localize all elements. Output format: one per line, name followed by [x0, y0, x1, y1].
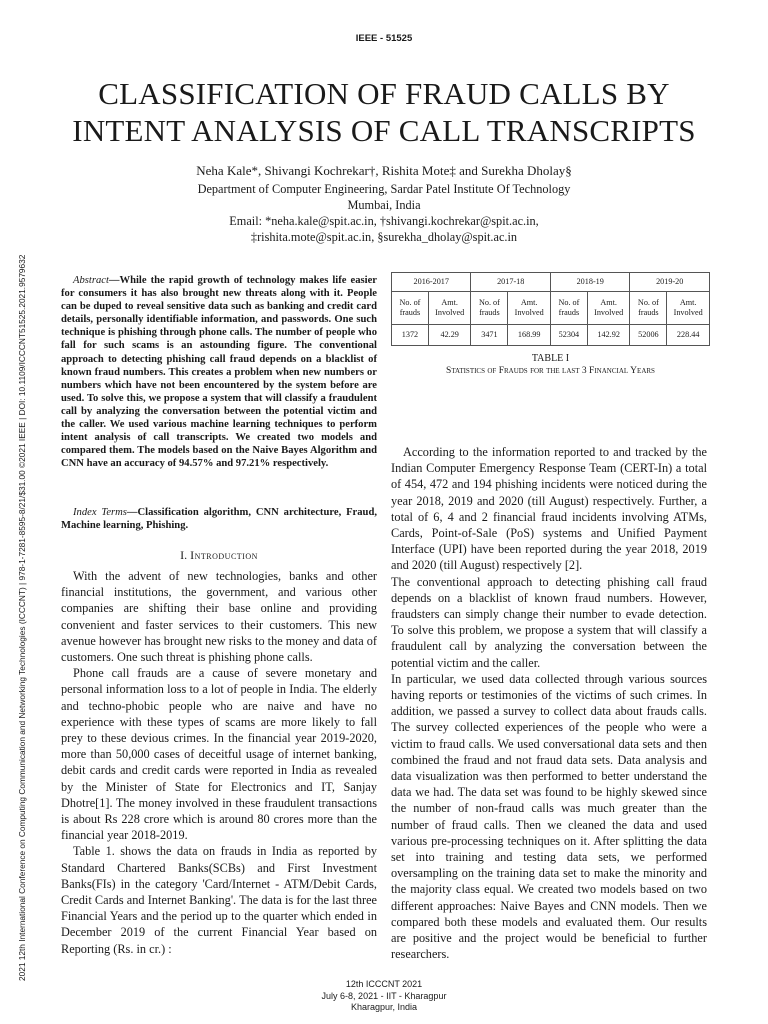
table-col-amount: Amt. Involved	[667, 292, 710, 325]
table-col-amount: Amt. Involved	[508, 292, 551, 325]
intro-paragraph: Table 1. shows the data on frauds in India as reported by Standard Chartered Banks(SCBs) and First Investment Banks(FIs) in the category 'Card/Internet - ATM/Debit Cards, Credit Cards and Internet Banking'. The data is for the last three Financial Years and the period up to the quarter which ended in December 2019 of the current Financial Year based on Reporting (Rs. in cr.) :	[61, 844, 377, 956]
table-year-header: 2019-20	[630, 273, 710, 292]
side-doi-text: 2021 12th International Conference on Computing Communication and Networking Technologies (ICCCNT) | 978-1-7281-8595-8/21/$31.00 ©2021 IEEE | DOI: 10.1109/ICCCNT51525.2021.9579632	[17, 254, 27, 981]
table-caption-title: Statistics of Frauds for the last 3 Financial Years	[446, 366, 655, 376]
table-year-header: 2018-19	[550, 273, 629, 292]
abstract	[61, 274, 377, 470]
table-col-frauds: No. of frauds	[471, 292, 508, 325]
section-title: Introduction	[190, 548, 258, 562]
intro-paragraph: With the advent of new technologies, banks and other financial institutions, the government, and various other companies are shifting their base online and providing convenient and faster services to their customers. This new avenue however has brought new risks to the money and data of customers. One such threat is phishing phone calls.	[61, 569, 377, 665]
paper-title	[0, 75, 768, 149]
table-cell: 1372	[392, 325, 429, 346]
table-caption-label: TABLE I	[531, 353, 570, 364]
body-paragraph: In particular, we used data collected through various sources having reports or testimonies of the victims of such crimes. In addition, we passed a survey to collect data about frauds calls. The survey collected experiences of the people who were a victim to fraud calls. We used conversational data sets and then combined the fraud and not fraud data sets. Data analysis and data visualization was then performed to better understand the data we had. The data set was found to be highly skewed since the number of non-fraud calls was much greater than the number of fraud calls. Then we cleaned the data and used various pre-processing techniques on it. After splitting the data set into training and testing data sets, we performed oversampling on the training data set to make the minority and the majority class equal. We created two models based on two different approaches: Naive Bayes and CNN models. Then we compared both these models and evaluated them. Our results are positive and the project would be beneficial to further researchers.	[391, 671, 707, 962]
table-year-header: 2016-2017	[392, 273, 471, 292]
section-heading-introduction	[61, 548, 377, 563]
title-line-1: CLASSIFICATION OF FRAUD CALLS BY	[98, 76, 670, 111]
affiliation-email-2: ‡rishita.mote@spit.ac.in, §surekha_dholay@spit.ac.in	[250, 230, 518, 244]
abstract-text: —While the rapid growth of technology makes life easier for consumers it has also brought new threats along with it. People can be duped to reveal sensitive data such as banking and credit card details, personally identifiable information, and passwords. One such technique is phishing through phone calls. The number of people who fall for such scams is an astounding figure. The conventional approach to detecting phishing call fraud depends on a blacklist of known fraud numbers. This creates a problem when new numbers or numbers which have not been encountered by the system before are used. To solve this, we propose a system that will classify a fraudulent call by analyzing the conversation between the potential victim and the caller. We used various machine learning techniques to perform intent analysis of call transcripts. We created two models and compared them. The models based on the Naive Bayes Algorithm and CNN have an accuracy of 94.57% and 97.21% respectively.	[61, 275, 377, 470]
table-col-amount: Amt. Involved	[587, 292, 630, 325]
table-col-frauds: No. of frauds	[630, 292, 667, 325]
abstract-label: Abstract	[73, 275, 109, 286]
footer-line-3: Kharagpur, India	[350, 1002, 418, 1012]
table-cell: 3471	[471, 325, 508, 346]
introduction-body	[61, 568, 377, 957]
table-cell: 168.99	[508, 325, 551, 346]
table-cell: 42.29	[428, 325, 471, 346]
table-cell: 52304	[550, 325, 587, 346]
index-terms-text: —Classification algorithm, CNN architecture, Fraud, Machine learning, Phishing.	[61, 507, 377, 532]
section-number: I.	[180, 548, 191, 562]
conference-footer	[0, 979, 768, 1014]
footer-line-2: July 6-8, 2021 - IIT - Kharagpur	[321, 990, 447, 1001]
table-caption	[391, 353, 710, 377]
table-col-amount: Amt. Involved	[428, 292, 471, 325]
table-cell: 142.92	[587, 325, 630, 346]
footer-line-1: 12th ICCCNT 2021	[345, 979, 423, 989]
intro-paragraph: Phone call frauds are a cause of severe monetary and personal information loss to a lot of people in India. The elderly and techno-phobic people who are naive and have no experience with these types of scams are more likely to fall prey to these devious crimes. In the financial year 2019-2020, more than 50,000 cases of deceitful usage of internet banking, debit cards and credit cards were reported in India as revealed by the Minister of State for Electronics and IT, Sanjay Dhotre[1]. The money involved in these fraudulent transactions is about Rs 228 crore which is around 80 crores more than the financial year 2018-2019.	[61, 666, 377, 843]
index-terms	[61, 506, 377, 532]
table-col-frauds: No. of frauds	[392, 292, 429, 325]
affiliation-dept: Department of Computer Engineering, Sardar Patel Institute Of Technology	[197, 182, 571, 196]
affiliation-block	[0, 181, 768, 245]
body-paragraph: According to the information reported to and tracked by the Indian Computer Emergency Response Team (CERT-In) a total of 454, 472 and 194 phishing incidents were noticed during the year 2018, 2019 and 2020 (till August) respectively. Further, a total of 6, 4 and 2 financial fraud incidents involving ATMs, Cards, Point-of-Sale (PoS) systems and Unified Payment Interface (UPI) have been reported during the year 2018, 2019 and 2020 (till August) respectively [2].	[391, 445, 707, 573]
table-cell: 228.44	[667, 325, 710, 346]
affiliation-city: Mumbai, India	[347, 198, 421, 212]
title-line-2: INTENT ANALYSIS OF CALL TRANSCRIPTS	[72, 113, 696, 148]
body-paragraph: The conventional approach to detecting phishing call fraud depends on a blacklist of known fraud numbers. However, fraudsters can simply change their number to evade detection. To solve this problem, we propose a system that will classify a fraudulent call by analyzing the conversation between the potential victim and the caller.	[391, 574, 707, 670]
table-year-header: 2017-18	[471, 273, 550, 292]
table-cell: 52006	[630, 325, 667, 346]
conference-id-header: IEEE - 51525	[355, 33, 413, 44]
table-col-frauds: No. of frauds	[550, 292, 587, 325]
index-terms-label: Index Terms	[73, 507, 127, 518]
author-list: Neha Kale*, Shivangi Kochrekar†, Rishita Mote‡ and Surekha Dholay§	[196, 163, 572, 178]
right-column-body	[391, 444, 707, 963]
fraud-statistics-table	[391, 272, 710, 346]
affiliation-email-1: Email: *neha.kale@spit.ac.in, †shivangi.kochrekar@spit.ac.in,	[229, 214, 539, 228]
